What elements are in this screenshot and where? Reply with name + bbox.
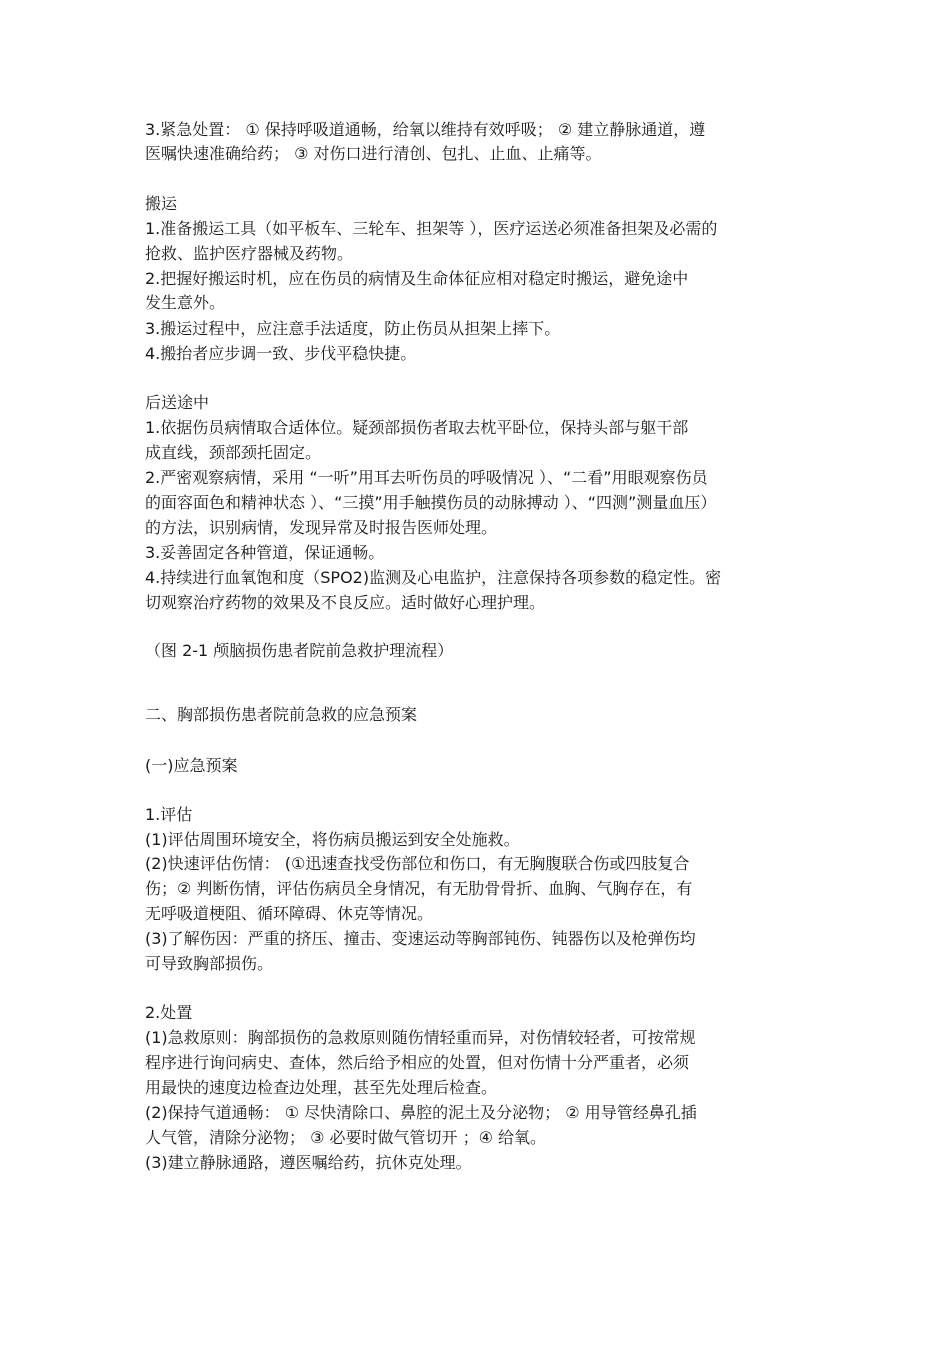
text-line: 人气管，清除分泌物； ③ 必要时做气管切开 ；④ 给氧。 <box>145 1128 547 1147</box>
text-line: 3.搬运过程中，应注意手法适度，防止伤员从担架上摔下。 <box>145 319 561 338</box>
text-line: 用最快的速度边检查边处理，甚至先处理后检查。 <box>145 1078 498 1097</box>
text-line: 伤；② 判断伤情，评估伤病员全身情况，有无肋骨骨折、血胸、气胸存在，有 <box>145 879 693 898</box>
text-line: (3)建立静脉通路，遵医嘱给药，抗休克处理。 <box>145 1153 472 1172</box>
section-heading: 搬运 <box>145 194 178 213</box>
text-line: (3)了解伤因：严重的挤压、撞击、变速运动等胸部钝伤、钝器伤以及枪弹伤均 <box>145 929 696 948</box>
text-line: 1.准备搬运工具（如平板车、三轮车、担架等 ），医疗运送必须准备担架及必需的 <box>145 219 718 238</box>
subsection-heading: (一)应急预案 <box>145 756 238 775</box>
text-line: 2.严密观察病情，采用 “一听”用耳去听伤员的呼吸情况 ）、“二看”用眼观察伤员 <box>145 468 708 487</box>
text-line: 1.依据伤员病情取合适体位。疑颈部损伤者取去枕平卧位，保持头部与躯干部 <box>145 418 689 437</box>
section-heading: 2.处置 <box>145 1003 193 1022</box>
text-line: 3.紧急处置： ① 保持呼吸道通畅，给氧以维持有效呼吸； ② 建立静脉通道，遵 <box>145 120 706 139</box>
section-heading: 1.评估 <box>145 805 193 824</box>
text-line: 无呼吸道梗阻、循环障碍、休克等情况。 <box>145 904 434 923</box>
text-line: (2)保持气道通畅： ① 尽快清除口、鼻腔的泥土及分泌物； ② 用导管经鼻孔插 <box>145 1103 697 1122</box>
section-heading: 二、胸部损伤患者院前急救的应急预案 <box>145 705 418 724</box>
text-line: 4.搬抬者应步调一致、步伐平稳快捷。 <box>145 344 417 363</box>
text-line: 程序进行询问病史、查体，然后给予相应的处置，但对伤情十分严重者，必须 <box>145 1053 690 1072</box>
text-line: 切观察治疗药物的效果及不良反应。适时做好心理护理。 <box>145 593 546 612</box>
text-line: 发生意外。 <box>145 293 226 312</box>
section-heading: 后送途中 <box>145 393 210 412</box>
text-line: 医嘱快速准确给药； ③ 对伤口进行清创、包扎、止血、止痛等。 <box>145 144 602 163</box>
text-line: 的方法，识别病情，发现异常及时报告医师处理。 <box>145 518 498 537</box>
text-line: 3.妥善固定各种管道，保证通畅。 <box>145 543 385 562</box>
text-line: 成直线，颈部颈托固定。 <box>145 443 322 462</box>
text-line: (1)急救原则：胸部损伤的急救原则随伤情轻重而异，对伤情较轻者，可按常规 <box>145 1028 696 1047</box>
figure-caption: （图 2-1 颅脑损伤患者院前急救护理流程） <box>145 641 454 660</box>
text-line: (1)评估周围环境安全，将伤病员搬运到安全处施救。 <box>145 830 520 849</box>
text-line: 的面容面色和精神状态 ）、“三摸”用手触摸伤员的动脉搏动 ）、“四测”测量血压） <box>145 493 717 512</box>
text-line: 可导致胸部损伤。 <box>145 954 274 973</box>
text-line: 4.持续进行血氧饱和度（SPO2)监测及心电监护，注意保持各项参数的稳定性。密 <box>145 568 722 587</box>
text-line: 2.把握好搬运时机，应在伤员的病情及生命体征应相对稳定时搬运，避免途中 <box>145 269 689 288</box>
text-line: (2)快速评估伤情： (①迅速查找受伤部位和伤口，有无胸腹联合伤或四肢复合 <box>145 854 690 873</box>
text-line: 抢救、监护医疗器械及药物。 <box>145 244 354 263</box>
